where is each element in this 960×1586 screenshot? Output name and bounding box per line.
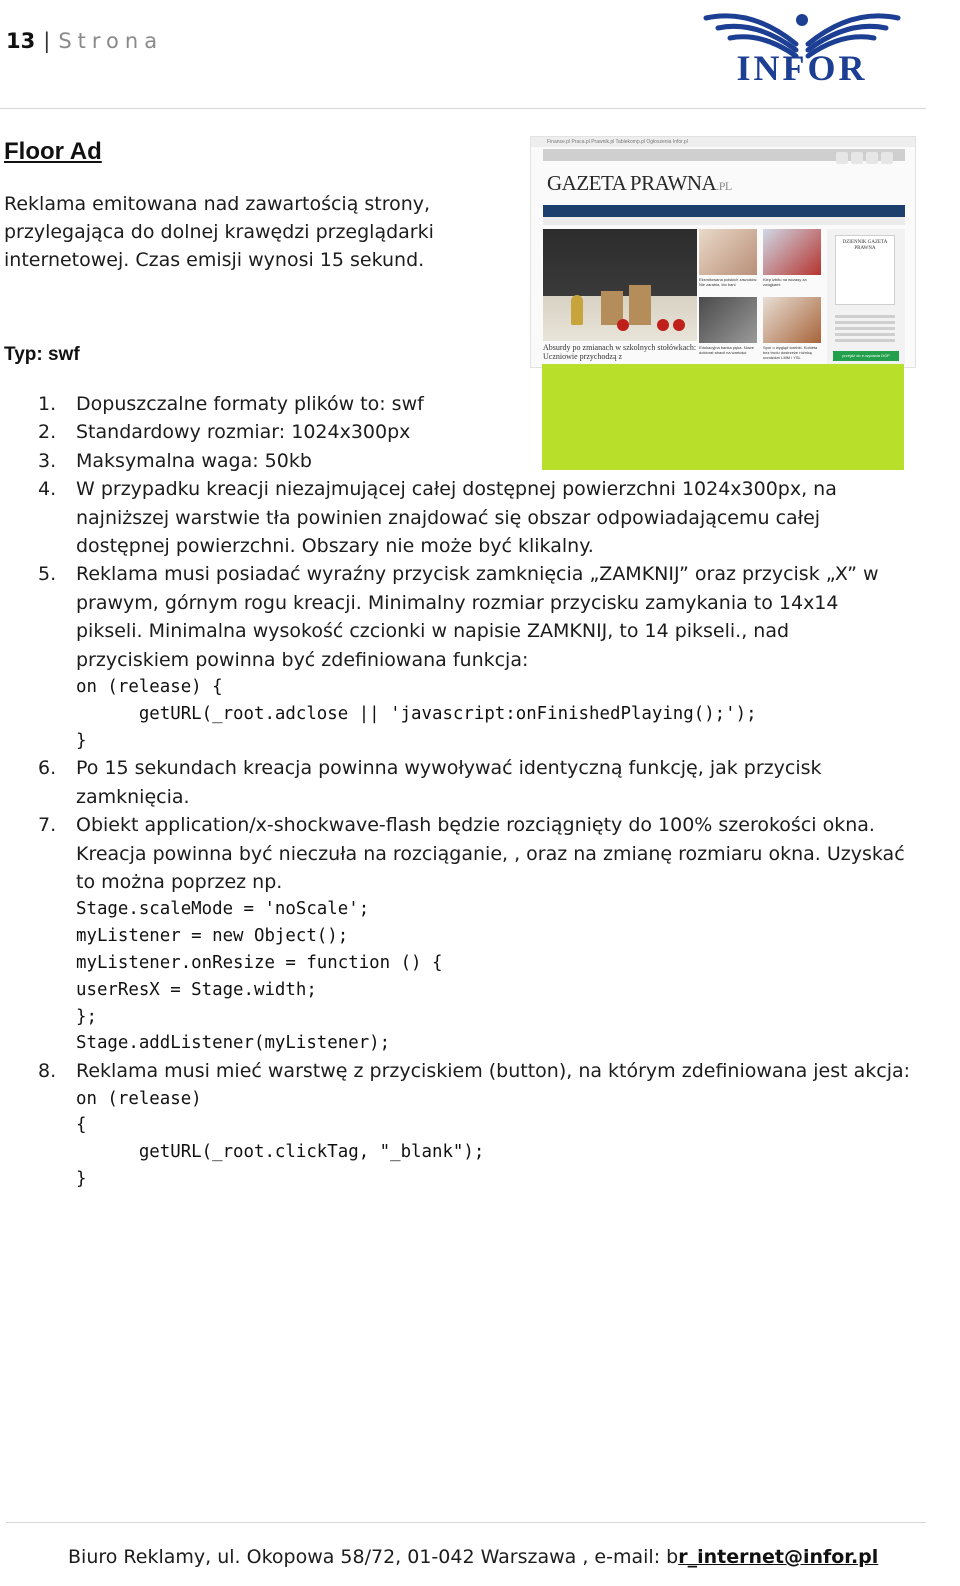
screenshot-brand-suffix: .PL — [716, 179, 732, 193]
footer-address: Biuro Reklamy, ul. Okopowa 58/72, 01-042 Warszawa , e-mail: b — [68, 1546, 679, 1568]
list-item — [34, 390, 934, 418]
footer-divider — [6, 1522, 926, 1523]
sidebar-edition-button: przejdź do e-wydania DGP — [833, 351, 899, 361]
thumb-caption: Spór o wygląd torebki. Kobieta bez trudu dostrzeże różnicę pomiędzy LMM i YSL — [763, 345, 818, 359]
page-number-value: 13 — [6, 29, 36, 53]
list-item-text: Reklama musi mieć warstwę z przyciskiem (button), na którym zdefiniowana jest akcja: — [76, 1060, 911, 1083]
list-item-text: Reklama musi posiadać wyraźny przycisk zamknięcia „ZAMKNIJ” oraz przycisk „X” w prawym, górnym rogu kreacji. Minimalny rozmiar przycisku zamykania to 14x14 pikseli. Minimalna wysokość czcionki w napisie ZAMKNIJ, to 14 pikseli., nad przyciskiem powinna być zdefiniowana funkcja: — [76, 563, 879, 671]
thumb-image — [763, 229, 821, 275]
code-snippet: on (release) { getURL(_root.adclose || 'javascript:onFinishedPlaying();'); } — [76, 677, 757, 751]
list-item-text: W przypadku kreacji niezajmującej całej dostępnej powierzchni 1024x300px, na najniższej warstwie tła powinien znajdować się obszar odpowiadającemu całej dostępnej powierzchni. Obszary nie może być klikalny. — [76, 478, 837, 558]
logo-wordmark: INFOR — [736, 48, 868, 84]
code-snippet: on (release) { getURL(_root.clickTag, "_blank"); } — [76, 1088, 485, 1190]
page-number-separator: | — [43, 29, 51, 53]
list-item-number: 1. — [38, 393, 57, 415]
screenshot-topbar — [531, 137, 915, 147]
list-item-number: 3. — [38, 449, 57, 472]
list-item-text: Maksymalna waga: 50kb — [76, 449, 312, 472]
list-item-text: Standardowy rozmiar: 1024x300px — [76, 421, 411, 444]
screenshot-brand — [547, 171, 732, 196]
apple-shape — [657, 319, 669, 331]
list-item-number: 7. — [38, 814, 57, 837]
list-item-number: 8. — [38, 1060, 57, 1083]
newspaper-thumbnail — [835, 235, 895, 305]
list-item — [34, 560, 934, 754]
requirements-list — [34, 390, 934, 1193]
list-item-number: 4. — [38, 478, 57, 501]
header-divider — [0, 108, 926, 109]
type-label: Typ: swf — [4, 344, 80, 365]
screenshot-nav-bar — [543, 205, 905, 217]
list-item-number: 5. — [38, 563, 57, 586]
thumb-image — [763, 297, 821, 343]
list-item-text: Po 15 sekundach kreacja powinna wywoływać identyczną funkcję, jak przycisk zamknięcia. — [76, 757, 822, 808]
screenshot-hero-image — [543, 229, 697, 341]
screenshot-brand-name: GAZETA PRAWNA — [547, 171, 717, 195]
bell-shape — [571, 295, 583, 325]
thumb-image — [699, 229, 757, 275]
paper-bag-shape — [629, 285, 651, 325]
intro-paragraph: Reklama emitowana nad zawartością strony, przylegająca do dolnej krawędzi przeglądarki internetowej. Czas emisji wynosi 15 sekund. — [4, 193, 434, 271]
code-snippet: Stage.scaleMode = 'noScale'; myListener = new Object(); myListener.onResize = function () { userResX = Stage.width; }; Stage.addListener(myListener); — [76, 899, 443, 1054]
screenshot-hero-caption: Absurdy po zmianach w szkolnych stołówkach: Uczniowie przychodzą z — [543, 343, 697, 361]
page-header — [0, 0, 960, 110]
page-footer — [68, 1545, 878, 1569]
page-number — [6, 28, 163, 54]
apple-shape — [673, 319, 685, 331]
screenshot-topbar-links: Finanse.pl Praca.pl Prawnik.pl Tablekomp.pl Ogłoszenia Infor.pl — [547, 139, 688, 145]
thumb-caption: Kiep izbitu na wczasy za zwiąjkami — [763, 277, 807, 287]
list-item — [34, 1057, 934, 1193]
thumb-caption: Eksmitowana polskich zawodów: Nie zarabia, kto bani — [699, 277, 758, 287]
list-item-text: Dopuszczalne formaty plików to: swf — [76, 393, 424, 415]
list-item — [34, 447, 934, 475]
list-item-text: Obiekt application/x-shockwave-flash będzie rozciągnięty do 100% szerokości okna. Kreacja powinna być nieczuła na rozciąganie, , oraz na zmianę rozmiaru okna. Uzyskać to można poprzez np. — [76, 814, 905, 894]
screenshot-subnav-bar — [543, 217, 905, 225]
list-item — [34, 754, 934, 811]
list-item-number: 6. — [38, 757, 57, 780]
website-screenshot — [530, 136, 916, 368]
screenshot-social-icons — [833, 149, 897, 161]
infor-logo — [700, 4, 904, 84]
newspaper-thumbnail-title: DZIENNIK GAZETA PRAWNA — [842, 240, 888, 251]
apple-shape — [617, 319, 629, 331]
screenshot-sidebar — [827, 229, 905, 365]
thumb-image — [699, 297, 757, 343]
thumb-caption: Edukacyjna banka pęka. Nowe doktorat stracił na wartości — [699, 345, 754, 355]
list-item — [34, 475, 934, 560]
page-word: Strona — [58, 29, 164, 53]
footer-email-link[interactable]: r_internet@infor.pl — [678, 1546, 879, 1568]
section-title: Floor Ad — [4, 138, 102, 165]
list-item-number: 2. — [38, 421, 57, 444]
list-item — [34, 811, 934, 1057]
sidebar-links — [835, 315, 895, 345]
list-item — [34, 418, 934, 446]
